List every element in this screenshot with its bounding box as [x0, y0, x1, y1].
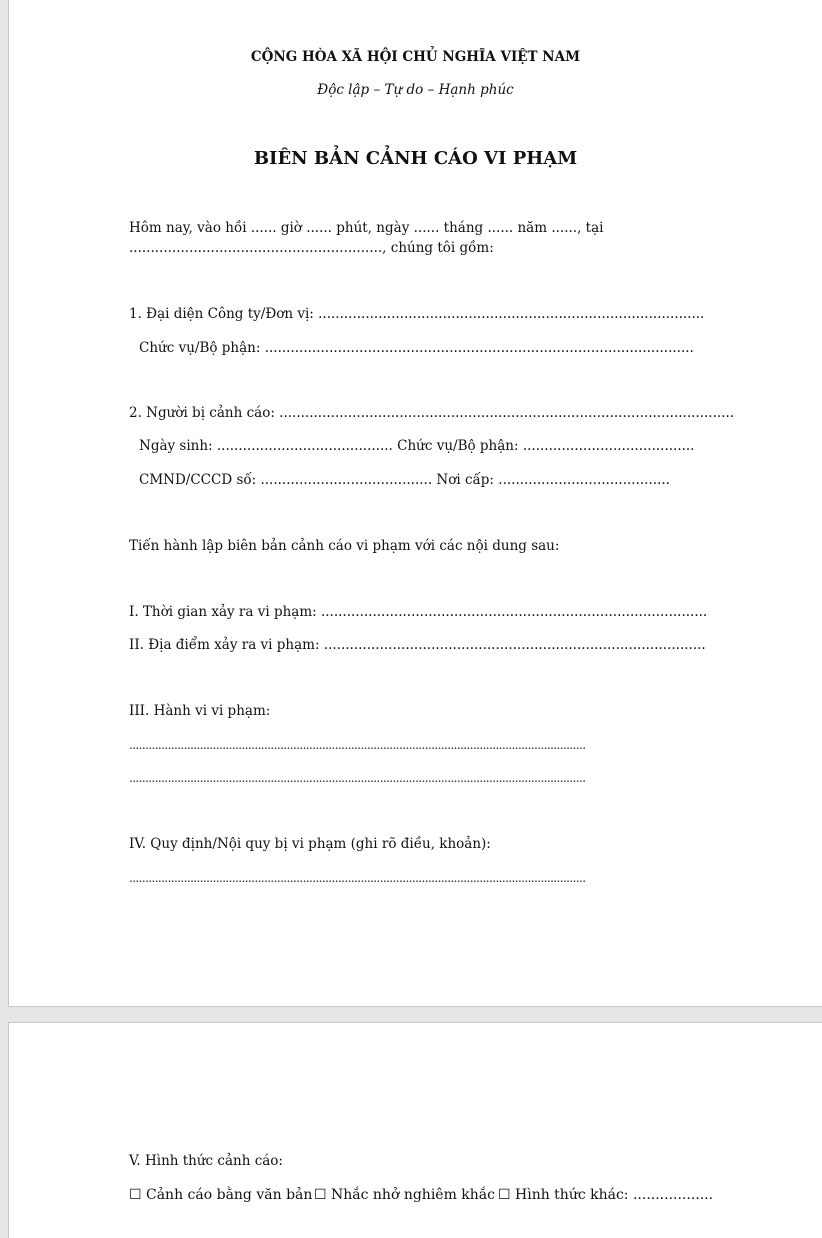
option-other-form[interactable]: ☐ Hình thức khác: .................. — [498, 1187, 714, 1203]
party1-position: Chức vụ/Bộ phận: .................................................................................................... — [139, 340, 694, 356]
document-page-2 — [8, 1022, 822, 1238]
section-1-time: I. Thời gian xảy ra vi phạm: .......................................................................................... — [129, 604, 708, 620]
option-strict-reminder[interactable]: ☐ Nhắc nhở nghiêm khắc — [314, 1187, 495, 1203]
content-intro: Tiến hành lập biên bản cảnh cáo vi phạm với các nội dung sau: — [129, 538, 560, 554]
party2-birth-position: Ngày sinh: ......................................... Chức vụ/Bộ phận: ........................................ — [139, 438, 695, 454]
document-title: BIÊN BẢN CẢNH CÁO VI PHẠM — [253, 148, 578, 169]
section-3-label: III. Hành vi vi phạm: — [129, 703, 271, 719]
national-motto: Độc lập – Tự do – Hạnh phúc — [317, 82, 514, 98]
intro-line-1: Hôm nay, vào hồi ...... giờ ...... phút, ngày ...... tháng ...... năm ......, tại — [129, 220, 604, 236]
section-5-label: V. Hình thức cảnh cáo: — [129, 1153, 283, 1169]
party1-label: 1. Đại diện Công ty/Đơn vị: .......................................................................................... — [129, 306, 705, 322]
party2-id-issue: CMND/CCCD số: ........................................ Nơi cấp: ........................................ — [139, 472, 670, 488]
national-title: CỘNG HÒA XÃ HỘI CHỦ NGHĨA VIỆT NAM — [250, 49, 581, 65]
party2-label: 2. Người bị cảnh cáo: .......................................................................................................... — [129, 405, 735, 421]
section-4-label: IV. Quy định/Nội quy bị vi phạm (ghi rõ điều, khoản): — [129, 836, 491, 852]
document-page-1 — [8, 0, 822, 1007]
section-3-line-2: .............................................................................................................................................. — [129, 771, 586, 785]
intro-line-2: ..........................................................., chúng tôi gồm: — [129, 240, 494, 256]
option-written-warning[interactable]: ☐ Cảnh cáo bằng văn bản — [129, 1187, 313, 1203]
section-3-line-1: .............................................................................................................................................. — [129, 738, 586, 752]
section-2-place: II. Địa điểm xảy ra vi phạm: ......................................................................................... — [129, 637, 706, 653]
section-4-line-1: .............................................................................................................................................. — [129, 871, 586, 885]
